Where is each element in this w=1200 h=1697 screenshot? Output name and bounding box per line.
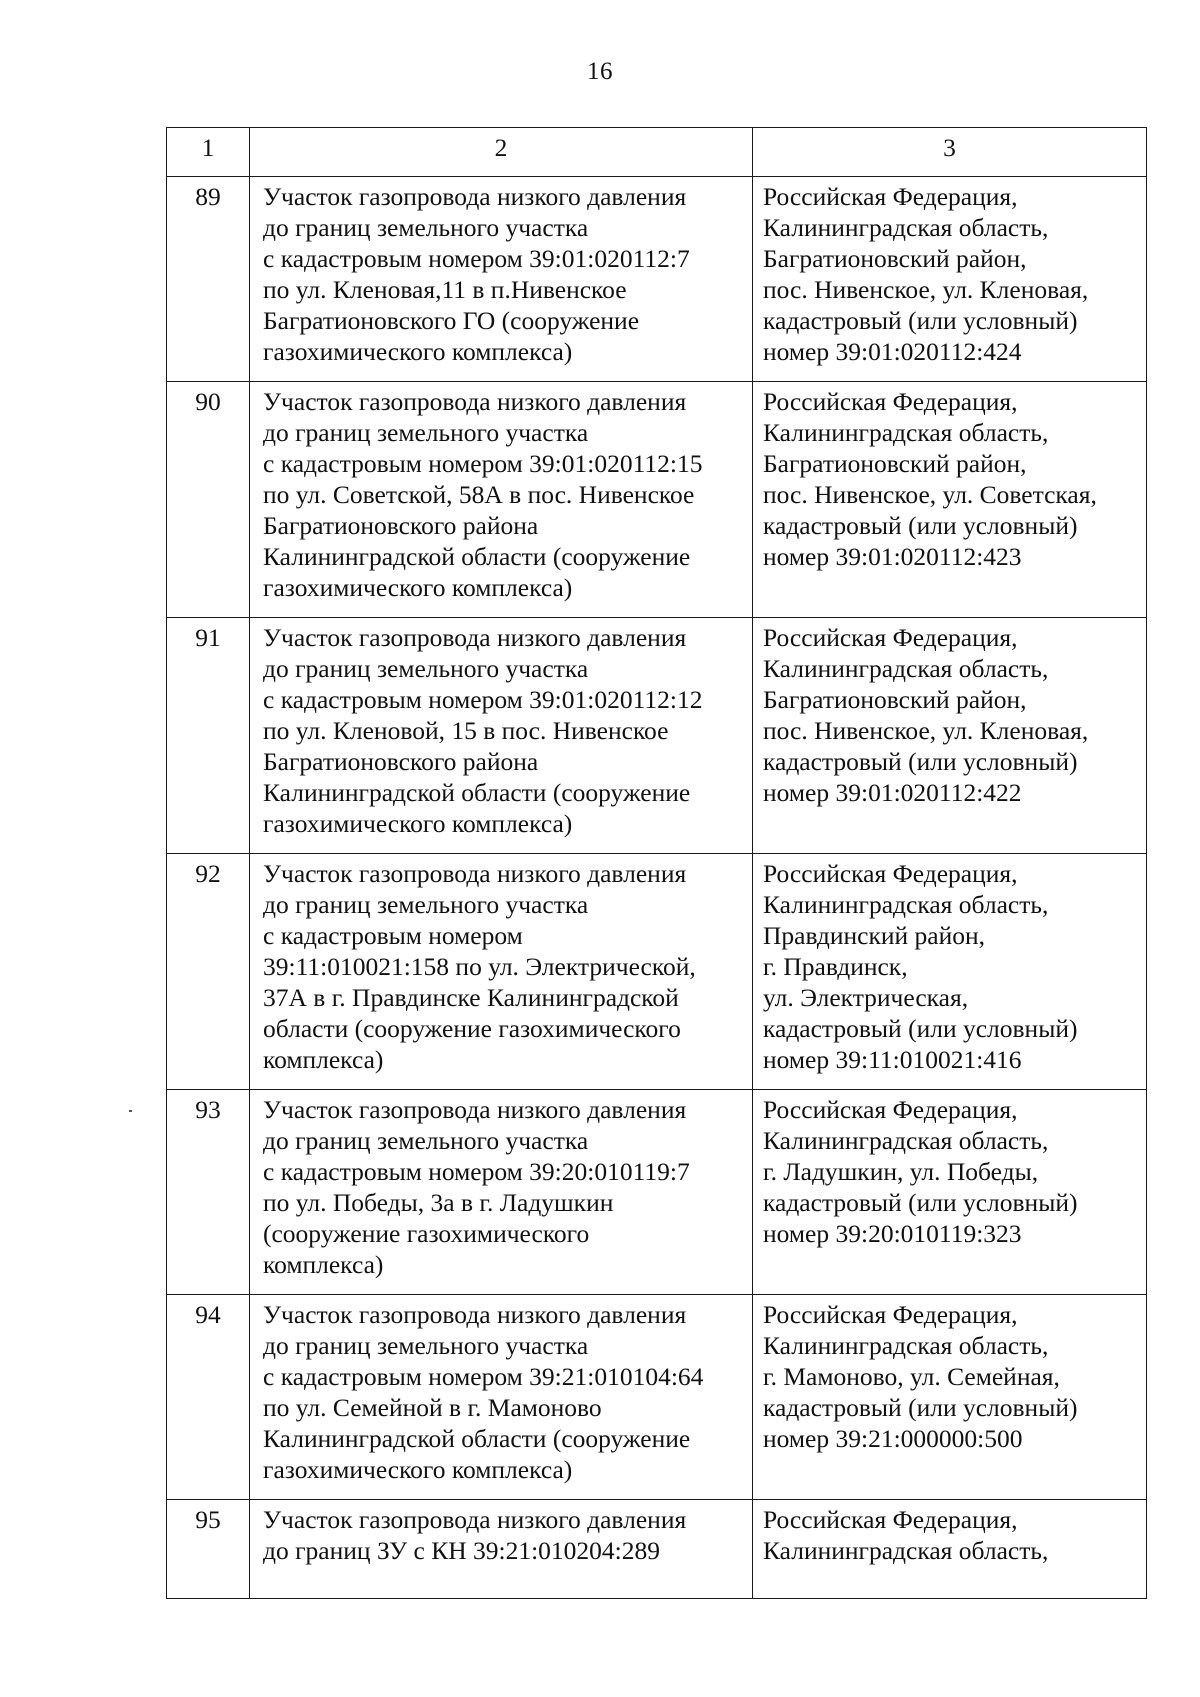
location-line: г. Правдинск, <box>763 952 908 981</box>
table-row <box>167 382 1147 618</box>
description-line: по ул. Кленовая,11 в п.Нивенское <box>263 275 627 304</box>
description-line: до границ земельного участка <box>263 1126 589 1155</box>
location-line: Багратионовский район, <box>763 244 1027 273</box>
location-line: номер 39:01:020112:423 <box>763 542 1022 571</box>
location-line: кадастровый (или условный) <box>763 747 1078 776</box>
object-description <box>250 1500 753 1599</box>
location-line: пос. Нивенское, ул. Кленовая, <box>763 275 1089 304</box>
location-line: ул. Электрическая, <box>763 983 969 1012</box>
location-line: номер 39:20:010119:323 <box>763 1219 1022 1248</box>
location-line: Калининградская область, <box>763 1536 1049 1565</box>
header-col-2: 2 <box>250 128 753 177</box>
description-line: по ул. Победы, 3а в г. Ладушкин <box>263 1188 614 1217</box>
description-line: с кадастровым номером 39:20:010119:7 <box>263 1157 690 1186</box>
location-line: Калининградская область, <box>763 213 1049 242</box>
location-line: Правдинский район, <box>763 921 986 950</box>
description-line: Участок газопровода низкого давления <box>263 387 687 416</box>
description-line: Участок газопровода низкого давления <box>263 1095 687 1124</box>
location-line: Российская Федерация, <box>763 1095 1018 1124</box>
description-line: Участок газопровода низкого давления <box>263 182 687 211</box>
description-line: комплекса) <box>263 1045 384 1074</box>
object-description <box>250 177 753 382</box>
object-location <box>753 382 1147 618</box>
location-line: Российская Федерация, <box>763 182 1018 211</box>
row-number: 92 <box>167 854 250 1090</box>
description-line: комплекса) <box>263 1250 384 1279</box>
description-line: Участок газопровода низкого давления <box>263 1505 687 1534</box>
location-line: кадастровый (или условный) <box>763 1014 1078 1043</box>
description-line: Калининградской области (сооружение <box>263 778 691 807</box>
register-table <box>166 127 1147 1599</box>
description-line: газохимического комплекса) <box>263 573 573 602</box>
object-description <box>250 854 753 1090</box>
table-header-row <box>167 128 1147 177</box>
page-number: 16 <box>587 58 613 85</box>
object-location <box>753 1090 1147 1295</box>
location-line: Российская Федерация, <box>763 623 1018 652</box>
row-number: 91 <box>167 618 250 854</box>
location-line: пос. Нивенское, ул. Советская, <box>763 480 1097 509</box>
description-line: до границ земельного участка <box>263 890 589 919</box>
row-number: 93 <box>167 1090 250 1295</box>
location-line: Калининградская область, <box>763 654 1049 683</box>
description-line: газохимического комплекса) <box>263 1455 573 1484</box>
location-line: Калининградская область, <box>763 1331 1049 1360</box>
description-line: с кадастровым номером 39:01:020112:7 <box>263 244 690 273</box>
description-line: 39:11:010021:158 по ул. Электрической, <box>263 952 696 981</box>
description-line: до границ ЗУ с КН 39:21:010204:289 <box>263 1536 661 1565</box>
scan-speck <box>129 1110 132 1112</box>
description-line: Участок газопровода низкого давления <box>263 1300 687 1329</box>
object-description <box>250 618 753 854</box>
description-line: до границ земельного участка <box>263 1331 589 1360</box>
table-row <box>167 1295 1147 1500</box>
location-line: Российская Федерация, <box>763 1300 1018 1329</box>
row-number: 94 <box>167 1295 250 1500</box>
description-line: Калининградской области (сооружение <box>263 1424 691 1453</box>
description-line: с кадастровым номером 39:21:010104:64 <box>263 1362 704 1391</box>
row-number: 90 <box>167 382 250 618</box>
location-line: Багратионовский район, <box>763 449 1027 478</box>
location-line: пос. Нивенское, ул. Кленовая, <box>763 716 1089 745</box>
table-row <box>167 1090 1147 1295</box>
object-description <box>250 1090 753 1295</box>
object-location <box>753 177 1147 382</box>
description-line: Калининградской области (сооружение <box>263 542 691 571</box>
description-line: газохимического комплекса) <box>263 337 573 366</box>
header-col-3: 3 <box>753 128 1147 177</box>
location-line: номер 39:11:010021:416 <box>763 1045 1022 1074</box>
description-line: по ул. Советской, 58А в пос. Нивенское <box>263 480 695 509</box>
description-line: Багратионовского района <box>263 511 539 540</box>
description-line: по ул. Семейной в г. Мамоново <box>263 1393 602 1422</box>
location-line: кадастровый (или условный) <box>763 1393 1078 1422</box>
location-line: кадастровый (или условный) <box>763 306 1078 335</box>
table-row <box>167 177 1147 382</box>
location-line: кадастровый (или условный) <box>763 1188 1078 1217</box>
description-line: 37А в г. Правдинске Калининградской <box>263 983 679 1012</box>
object-location <box>753 1295 1147 1500</box>
description-line: Багратионовского района <box>263 747 539 776</box>
table-row <box>167 1500 1147 1599</box>
description-line: Участок газопровода низкого давления <box>263 623 687 652</box>
description-line: Багратионовского ГО (сооружение <box>263 306 640 335</box>
location-line: номер 39:01:020112:424 <box>763 337 1022 366</box>
location-line: Калининградская область, <box>763 418 1049 447</box>
object-location <box>753 618 1147 854</box>
location-line: Калининградская область, <box>763 890 1049 919</box>
row-number: 89 <box>167 177 250 382</box>
description-line: Участок газопровода низкого давления <box>263 859 687 888</box>
description-line: с кадастровым номером 39:01:020112:15 <box>263 449 703 478</box>
description-line: по ул. Кленовой, 15 в пос. Нивенское <box>263 716 669 745</box>
table-body <box>167 128 1147 1599</box>
location-line: Российская Федерация, <box>763 1505 1018 1534</box>
description-line: до границ земельного участка <box>263 213 589 242</box>
row-number: 95 <box>167 1500 250 1599</box>
location-line: номер 39:01:020112:422 <box>763 778 1022 807</box>
table-row <box>167 854 1147 1090</box>
description-line: с кадастровым номером <box>263 921 523 950</box>
object-location <box>753 1500 1147 1599</box>
location-line: г. Ладушкин, ул. Победы, <box>763 1157 1039 1186</box>
description-line: газохимического комплекса) <box>263 809 573 838</box>
object-location <box>753 854 1147 1090</box>
location-line: г. Мамоново, ул. Семейная, <box>763 1362 1060 1391</box>
object-description <box>250 382 753 618</box>
description-line: до границ земельного участка <box>263 654 589 683</box>
location-line: кадастровый (или условный) <box>763 511 1078 540</box>
description-line: до границ земельного участка <box>263 418 589 447</box>
header-col-1: 1 <box>167 128 250 177</box>
description-line: области (сооружение газохимического <box>263 1014 681 1043</box>
object-description <box>250 1295 753 1500</box>
location-line: Калининградская область, <box>763 1126 1049 1155</box>
description-line: (сооружение газохимического <box>263 1219 590 1248</box>
location-line: Багратионовский район, <box>763 685 1027 714</box>
description-line: с кадастровым номером 39:01:020112:12 <box>263 685 703 714</box>
location-line: Российская Федерация, <box>763 859 1018 888</box>
table-row <box>167 618 1147 854</box>
location-line: Российская Федерация, <box>763 387 1018 416</box>
location-line: номер 39:21:000000:500 <box>763 1424 1023 1453</box>
